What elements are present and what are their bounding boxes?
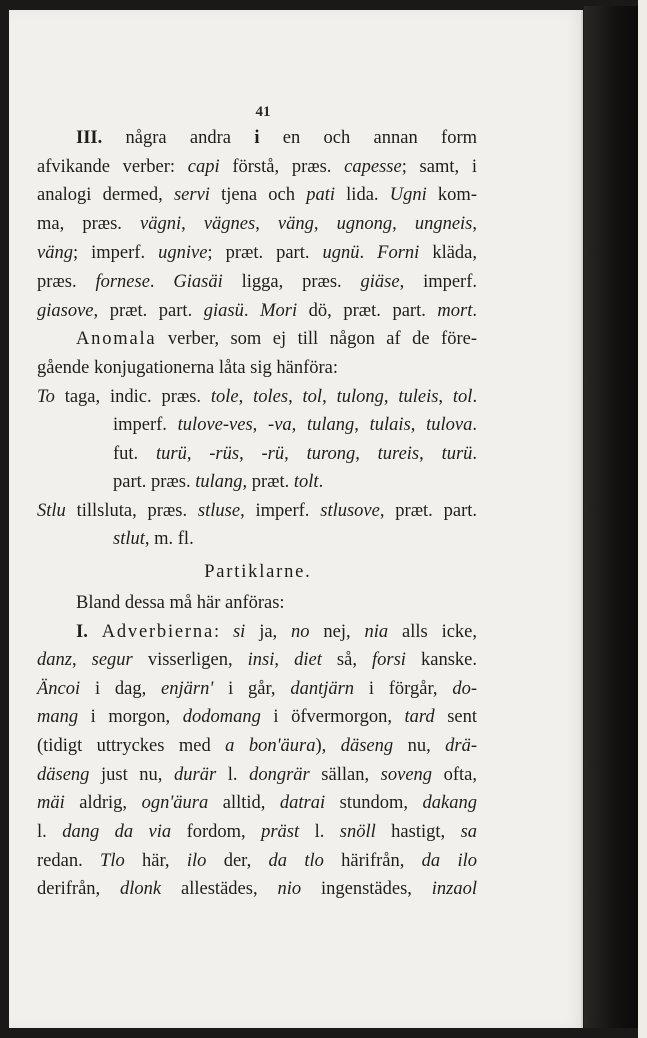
text-run: gående konjugationerna låta sig hänföra: (37, 358, 339, 378)
text-run: Stlu (37, 501, 66, 521)
text-run: . (243, 301, 261, 321)
text-run: dongrär (249, 765, 310, 785)
text-run: däseng (37, 765, 90, 785)
text-line (37, 765, 477, 786)
text-run: fut. (113, 444, 156, 464)
text-line (37, 679, 477, 700)
text-run: diet (294, 650, 322, 670)
text-run: . (472, 387, 478, 407)
text-run: ; præt. part. (207, 243, 323, 263)
text-run: ; imperf. (72, 243, 159, 263)
text-run: mäi (37, 793, 65, 813)
text-run: nio (277, 879, 302, 899)
text-run: turong (306, 444, 356, 464)
text-run: Forni (377, 243, 420, 263)
text-run: servi (173, 185, 210, 205)
text-line (76, 622, 477, 643)
text-run: , (322, 387, 337, 407)
text-run: , m. fl. (144, 529, 194, 549)
text-line (113, 444, 477, 465)
text-run: ma, præs. (37, 214, 140, 234)
text-line (37, 185, 477, 206)
text-run: tjena och (209, 185, 307, 205)
text-run: stlut (113, 529, 145, 549)
text-run: ja, (245, 622, 292, 642)
text-run: i morgon, (78, 707, 183, 727)
text-run: turü (441, 444, 473, 464)
text-run: , (238, 387, 254, 407)
text-run: redan. (37, 851, 101, 871)
text-run: däseng (340, 736, 394, 756)
text-run: , (291, 415, 308, 435)
text-run: giasü (203, 301, 244, 321)
text-run: fordom, (171, 822, 262, 842)
text-run: i går, (213, 679, 291, 699)
text-run: , (255, 214, 278, 234)
text-run: drä- (445, 736, 478, 756)
text-run: fornese (95, 272, 150, 292)
text-run: pati (306, 185, 335, 205)
text-line (37, 707, 477, 728)
text-run: allestädes, (161, 879, 278, 899)
text-run: kläda, (419, 243, 478, 263)
text-line (37, 879, 477, 900)
text-run: väng (37, 243, 73, 263)
text-run: I. (76, 622, 88, 642)
text-run: , (419, 444, 442, 464)
text-run: -rü (261, 444, 285, 464)
text-run: forsi (372, 650, 406, 670)
text-run: , præt. part. (93, 301, 204, 321)
text-run: , imperf. (399, 272, 477, 292)
text-run: . (472, 301, 477, 321)
text-run: ungneis (414, 214, 473, 234)
text-run: ogn'äura (141, 793, 209, 813)
text-run: tard (404, 707, 435, 727)
text-run: vägni (139, 214, 182, 234)
text-run: no (291, 622, 310, 642)
text-run: , præt. (242, 472, 294, 492)
text-run: ugnü (322, 243, 360, 263)
text-run: enjärn' (161, 679, 214, 699)
text-line (76, 329, 477, 350)
text-run: tulang (307, 415, 355, 435)
text-run: l. (299, 822, 340, 842)
text-run: , (186, 444, 210, 464)
text-line (37, 358, 477, 379)
text-run: capi (187, 157, 220, 177)
text-run: Adverbierna (101, 622, 214, 642)
text-run: dö, præt. part. (297, 301, 438, 321)
text-run: . (472, 444, 478, 464)
text-run: afvikande verber: (37, 157, 188, 177)
text-run: Partiklarne (204, 562, 306, 582)
text-line (37, 272, 477, 293)
text-run: verber, som ej till någon af de före- (156, 329, 477, 349)
text-run: mang (37, 707, 79, 727)
text-run: , (239, 444, 262, 464)
text-run: giasove (37, 301, 94, 321)
text-line (37, 243, 477, 264)
text-run: visserligen, (132, 650, 248, 670)
text-run: (tidigt uttryckes med (37, 736, 226, 756)
text-run: der, (206, 851, 269, 871)
text-run: ugnive (158, 243, 208, 263)
text-run: , (383, 387, 399, 407)
text-run: tillsluta, præs. (65, 501, 198, 521)
text-run: , (410, 415, 427, 435)
text-run: segur (91, 650, 133, 670)
text-run: här, (124, 851, 187, 871)
text-line (76, 128, 477, 149)
text-run: , (438, 387, 453, 407)
text-run: ilo (186, 851, 207, 871)
text-run: turü (155, 444, 187, 464)
text-run: . (318, 472, 324, 492)
text-run: , imperf. (240, 501, 321, 521)
text-run: sent (434, 707, 477, 727)
text-line (37, 157, 477, 178)
text-line (113, 415, 477, 436)
text-run: kanske. (405, 650, 477, 670)
text-run: . (472, 415, 478, 435)
text-run: do- (452, 679, 477, 699)
text-run: tulova (426, 415, 473, 435)
text-run: en och annan form (259, 128, 477, 148)
text-run: . (149, 272, 174, 292)
text-run: sa (460, 822, 478, 842)
text-line (37, 501, 477, 522)
text-run: Bland dessa må här anföras: (76, 593, 285, 613)
text-run: : (213, 622, 233, 642)
text-run: mort (437, 301, 473, 321)
text-run: danz (37, 650, 72, 670)
text-run: -va (268, 415, 292, 435)
text-run: , (354, 415, 370, 435)
text-run: nej, (309, 622, 365, 642)
text-line (37, 851, 477, 872)
text-run: , (472, 214, 477, 234)
text-line (76, 593, 477, 614)
text-run: stlusove (320, 501, 380, 521)
text-run: ), (315, 736, 341, 756)
text-run: capesse (344, 157, 402, 177)
text-run: -rüs (209, 444, 240, 464)
text-run: präst (261, 822, 300, 842)
text-run: Anomala (76, 329, 157, 349)
text-run: tulong (336, 387, 384, 407)
text-run: stluse (197, 501, 241, 521)
text-run: lida. (334, 185, 390, 205)
text-run: durär (174, 765, 217, 785)
text-run: i öfvermorgon, (260, 707, 405, 727)
text-run: aldrig, (64, 793, 142, 813)
text-run: tole (210, 387, 239, 407)
text-run: ligga, præs. (222, 272, 361, 292)
text-run: tulais (369, 415, 411, 435)
text-run: Mori (260, 301, 298, 321)
text-line (37, 736, 477, 757)
text-run: part. præs. (113, 472, 196, 492)
text-run (88, 622, 102, 642)
text-run: , (284, 444, 307, 464)
text-run: så, (321, 650, 372, 670)
text-run: giäse (360, 272, 400, 292)
text-run: analogi dermed, (37, 185, 174, 205)
book-spine-shadow (584, 6, 638, 1028)
text-run: ingenstädes, (301, 879, 432, 899)
text-line (113, 472, 477, 493)
book-page (9, 10, 583, 1028)
text-run: Ugni (389, 185, 427, 205)
text-run: , (355, 444, 378, 464)
text-run: soveng (380, 765, 433, 785)
text-run: i (254, 128, 260, 148)
text-run: tureis (377, 444, 420, 464)
text-run: i dag, (80, 679, 162, 699)
text-run: dantjärn (290, 679, 355, 699)
text-run: . (305, 562, 310, 582)
text-run: datrai (279, 793, 326, 813)
text-run: si (232, 622, 246, 642)
text-line (37, 822, 477, 843)
text-run: l. (37, 822, 63, 842)
text-run: ugnong (336, 214, 393, 234)
text-run: III. (76, 128, 103, 148)
text-run: , (274, 650, 295, 670)
text-run: Äncoi (37, 679, 81, 699)
text-run: förstå, præs. (219, 157, 345, 177)
text-run: tolt (293, 472, 319, 492)
text-run: a bon'äura (225, 736, 316, 756)
text-run: tol (452, 387, 473, 407)
text-line (37, 562, 477, 583)
text-run: kom- (426, 185, 477, 205)
text-run: alls icke, (388, 622, 478, 642)
page-number: 41 (255, 104, 271, 120)
text-run: härifrån, (323, 851, 422, 871)
text-run: dakang (422, 793, 477, 813)
text-run: tulove-ves (177, 415, 253, 435)
text-run: några andra (102, 128, 255, 148)
text-run: i förgår, (354, 679, 453, 699)
text-run: da tlo (268, 851, 324, 871)
text-run: ofta, (432, 765, 478, 785)
text-run: stundom, (325, 793, 423, 813)
text-run: toles (253, 387, 289, 407)
text-run: tulang (195, 472, 243, 492)
text-run: , (252, 415, 269, 435)
text-run: , (392, 214, 415, 234)
text-run: nia (364, 622, 389, 642)
text-run: imperf. (113, 415, 178, 435)
text-run: . (359, 243, 378, 263)
text-run: tuleis (398, 387, 439, 407)
text-run: , (181, 214, 204, 234)
text-run: väng (277, 214, 314, 234)
text-run: tol (302, 387, 323, 407)
text-run: Tlo (100, 851, 125, 871)
text-run: dang da via (62, 822, 172, 842)
text-run: derifrån, (37, 879, 121, 899)
text-run: snöll (339, 822, 376, 842)
text-run: sällan, (309, 765, 381, 785)
text-line (37, 387, 477, 408)
text-run: insi (247, 650, 275, 670)
text-line (37, 301, 477, 322)
text-run: da ilo (421, 851, 478, 871)
text-run: , (71, 650, 92, 670)
text-run: , præt. part. (379, 501, 478, 521)
text-run: l. (216, 765, 250, 785)
text-run: præs. (37, 272, 96, 292)
text-run: hastigt, (375, 822, 461, 842)
text-run: ; samt, i (401, 157, 477, 177)
text-run: alltid, (208, 793, 280, 813)
text-line (37, 793, 477, 814)
text-run: inzaol (431, 879, 478, 899)
text-run: just nu, (89, 765, 174, 785)
text-run: vägnes (203, 214, 256, 234)
text-line (37, 650, 477, 671)
text-run: dodomang (182, 707, 261, 727)
text-run: , (288, 387, 303, 407)
text-run: nu, (393, 736, 446, 756)
facing-page-edge (638, 0, 647, 1038)
text-run: Giasäi (173, 272, 223, 292)
text-run: taga, indic. præs. (54, 387, 211, 407)
text-run: To (37, 387, 55, 407)
text-line (113, 529, 477, 550)
text-run: dlonk (120, 879, 162, 899)
text-line (37, 214, 477, 235)
text-run: , (313, 214, 337, 234)
